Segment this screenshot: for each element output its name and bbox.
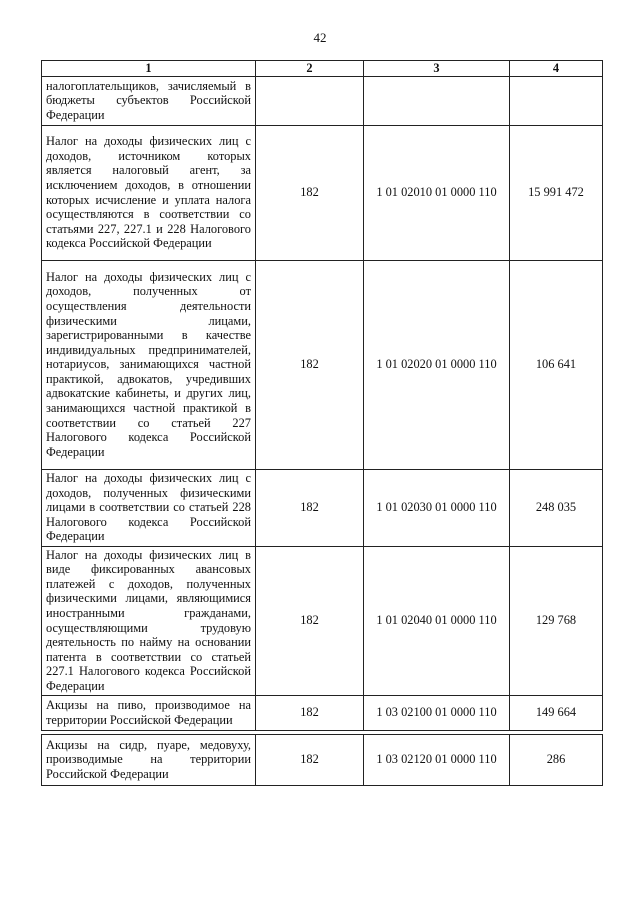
row-name: Акцизы на пиво, производимое на территории Российской Федерации xyxy=(42,695,256,730)
table-row xyxy=(42,260,603,469)
row-amount: 106 641 xyxy=(510,260,603,469)
row-name: Налог на доходы физических лиц с доходов, полученных от осуществления деятельности физическими лицами, зарегистрированными в качестве индивидуальных предпринимателей, нотариусов, занимающихся частной практикой, адвокатов, учредивших адвокатские кабинеты, и других лиц, занимающихся частной практикой в соответствии со статьей 227 Налогового кодекса Российской Федерации xyxy=(42,260,256,469)
row-budget-code xyxy=(364,76,510,125)
table-row xyxy=(42,546,603,695)
row-admin-code: 182 xyxy=(256,125,364,260)
row-budget-code: 1 03 02120 01 0000 110 xyxy=(364,734,510,785)
row-admin-code xyxy=(256,76,364,125)
row-amount: 15 991 472 xyxy=(510,125,603,260)
row-name: Акцизы на сидр, пуаре, медовуху, производимые на территории Российской Федерации xyxy=(42,734,256,785)
column-header-2: 2 xyxy=(256,61,364,77)
row-admin-code: 182 xyxy=(256,469,364,546)
row-budget-code: 1 03 02100 01 0000 110 xyxy=(364,695,510,730)
row-amount xyxy=(510,76,603,125)
row-amount: 129 768 xyxy=(510,546,603,695)
row-name: Налог на доходы физических лиц с доходов, полученных физическими лицами в соответствии со статьей 228 Налогового кодекса Российской Федерации xyxy=(42,469,256,546)
table-header-row xyxy=(42,61,603,77)
row-amount: 286 xyxy=(510,734,603,785)
table-row xyxy=(42,125,603,260)
row-budget-code: 1 01 02020 01 0000 110 xyxy=(364,260,510,469)
row-name: Налог на доходы физических лиц с доходов, источником которых является налоговый агент, за исключением доходов, в отношении которых исчисление и уплата налога осуществляются в соответствии со статьями 227, 227.1 и 228 Налогового кодекса Российской Федерации xyxy=(42,125,256,260)
row-budget-code: 1 01 02030 01 0000 110 xyxy=(364,469,510,546)
row-amount: 248 035 xyxy=(510,469,603,546)
row-admin-code: 182 xyxy=(256,260,364,469)
row-name: налогоплательщиков, зачисляемый в бюджеты субъектов Российской Федерации xyxy=(42,76,256,125)
row-budget-code: 1 01 02010 01 0000 110 xyxy=(364,125,510,260)
table-row xyxy=(42,469,603,546)
page-number: 42 xyxy=(313,30,327,45)
column-header-4: 4 xyxy=(510,61,603,77)
row-budget-code: 1 01 02040 01 0000 110 xyxy=(364,546,510,695)
table-row xyxy=(42,695,603,730)
row-amount: 149 664 xyxy=(510,695,603,730)
row-admin-code: 182 xyxy=(256,546,364,695)
row-name: Налог на доходы физических лиц в виде фиксированных авансовых платежей с доходов, полученных физическими лицами, являющимися иностранными гражданами, осуществляющими трудовую деятельность по найму на основании патента в соответствии со статьей 227.1 Налогового кодекса Российской Федерации xyxy=(42,546,256,695)
row-admin-code: 182 xyxy=(256,695,364,730)
column-header-1: 1 xyxy=(42,61,256,77)
row-admin-code: 182 xyxy=(256,734,364,785)
column-header-3: 3 xyxy=(364,61,510,77)
revenue-table xyxy=(41,60,603,786)
table-row xyxy=(42,734,603,785)
table-row xyxy=(42,76,603,125)
